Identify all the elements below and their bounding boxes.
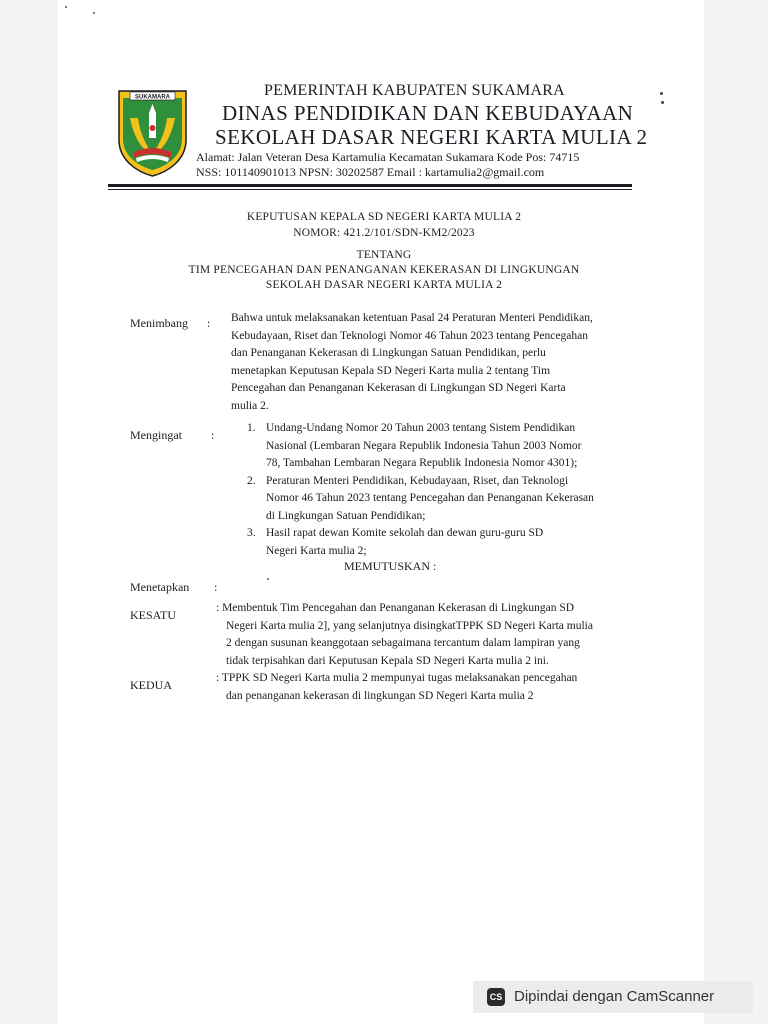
kesatu-line: : Membentuk Tim Pencegahan dan Penanganan Kekerasan di Lingkungan SD — [216, 602, 575, 614]
kesatu-line: 2 dengan susunan keanggotaan sebagaimana tercantum dalam lampiran yang — [226, 637, 580, 649]
kesatu-line: Negeri Karta mulia 2], yang selanjutnya disingkatTPPK SD Negeri Karta mulia — [226, 619, 593, 632]
scan-speck — [660, 92, 663, 95]
school-identifiers: NSS: 101140901013 NPSN: 30202587 Email : kartamulia2@gmail.com — [196, 165, 545, 179]
decree-about: TENTANG — [356, 249, 412, 261]
kedua-text — [216, 670, 577, 705]
list-number: 3. — [247, 527, 256, 539]
decree-subject-line1: TIM PENCEGAHAN DAN PENANGANAN KEKERASAN DI LINGKUNGAN — [188, 264, 580, 276]
list-line: Nasional (Lembaran Negara Republik Indonesia Tahun 2003 Nomor — [266, 439, 582, 452]
menetapkan-colon: : — [214, 580, 218, 594]
memutuskan-heading: MEMUTUSKAN : — [344, 559, 437, 573]
regency-logo — [116, 88, 189, 178]
kesatu-label: KESATU — [130, 608, 177, 622]
camscanner-icon: CS — [487, 988, 505, 1006]
list-line: 78, Tambahan Lembaran Negara Republik Indonesia Nomor 4301); — [266, 457, 578, 469]
letterhead-rule-thick — [108, 184, 632, 187]
mengingat-colon: : — [211, 428, 215, 442]
scan-speck — [661, 101, 664, 104]
list-line: di Lingkungan Satuan Pendidikan; — [266, 509, 426, 522]
svg-text:SUKAMARA: SUKAMARA — [135, 94, 170, 101]
menimbang-text — [231, 310, 630, 415]
kedua-label: KEDUA — [130, 678, 172, 692]
list-line: Peraturan Menteri Pendidikan, Kebudayaan, Riset, dan Teknologi — [266, 474, 569, 487]
camscanner-watermark — [473, 981, 753, 1013]
menimbang-line: Pencegahan dan Penanganan Kekerasan di Lingkungan SD Negeri Karta — [231, 382, 566, 394]
list-item — [247, 420, 631, 473]
school-address: Alamat: Jalan Veteran Desa Kartamulia Kecamatan Sukamara Kode Pos: 74715 — [196, 150, 580, 164]
camscanner-text: Dipindai dengan CamScanner — [514, 988, 715, 1005]
kedua-line: dan penanganan kekerasan di lingkungan SD Negeri Karta mulia 2 — [226, 689, 534, 702]
scan-speck — [93, 12, 95, 14]
decree-subject-line2: SEKOLAH DASAR NEGERI KARTA MULIA 2 — [265, 279, 503, 291]
menimbang-line: dan Penanganan Kekerasan di Lingkungan Satuan Pendidikan, perlu — [231, 347, 546, 359]
list-line: Nomor 46 Tahun 2023 tentang Pencegahan dan Penanganan Kekerasan — [266, 492, 594, 504]
decree-title: KEPUTUSAN KEPALA SD NEGERI KARTA MULIA 2 — [246, 211, 522, 223]
agency-name: DINAS PENDIDIKAN DAN KEBUDAYAAN — [222, 101, 634, 125]
menimbang-line: Kebudayaan, Riset dan Teknologi Nomor 46 Tahun 2023 tentang Pencegahan — [231, 329, 588, 342]
kesatu-text — [216, 600, 593, 670]
menimbang-label: Menimbang — [130, 316, 188, 330]
list-line: Negeri Karta mulia 2; — [266, 544, 367, 557]
mengingat-list — [247, 420, 631, 560]
kesatu-line: tidak terpisahkan dari Keputusan Kepala SD Negeri Karta mulia 2 ini. — [226, 654, 549, 667]
menimbang-line: mulia 2. — [231, 399, 269, 412]
menimbang-colon: : — [207, 316, 211, 330]
mengingat-label: Mengingat — [130, 428, 182, 442]
menetapkan-label: Menetapkan — [130, 580, 190, 594]
scan-speck — [65, 6, 67, 8]
kedua-line: : TPPK SD Negeri Karta mulia 2 mempunyai tugas melaksanakan pencegahan — [216, 672, 578, 684]
list-number: 2. — [247, 474, 256, 487]
letterhead-rule-thin — [108, 189, 632, 190]
list-item — [247, 525, 631, 560]
decree-number: NOMOR: 421.2/101/SDN-KM2/2023 — [293, 227, 475, 239]
scan-speck — [267, 578, 269, 580]
list-line: Undang-Undang Nomor 20 Tahun 2003 tentang Sistem Pendidikan — [266, 422, 576, 434]
list-line: Hasil rapat dewan Komite sekolah dan dewan guru-guru SD — [266, 527, 544, 539]
menimbang-line: menetapkan Keputusan Kepala SD Negeri Karta mulia 2 tentang Tim — [231, 364, 551, 377]
government-name: PEMERINTAH KABUPATEN SUKAMARA — [264, 82, 565, 99]
list-number: 1. — [247, 422, 256, 434]
menimbang-line: Bahwa untuk melaksanakan ketentuan Pasal 24 Peraturan Menteri Pendidikan, — [231, 312, 593, 324]
list-item — [247, 473, 631, 526]
school-name: SEKOLAH DASAR NEGERI KARTA MULIA 2 — [215, 125, 648, 149]
